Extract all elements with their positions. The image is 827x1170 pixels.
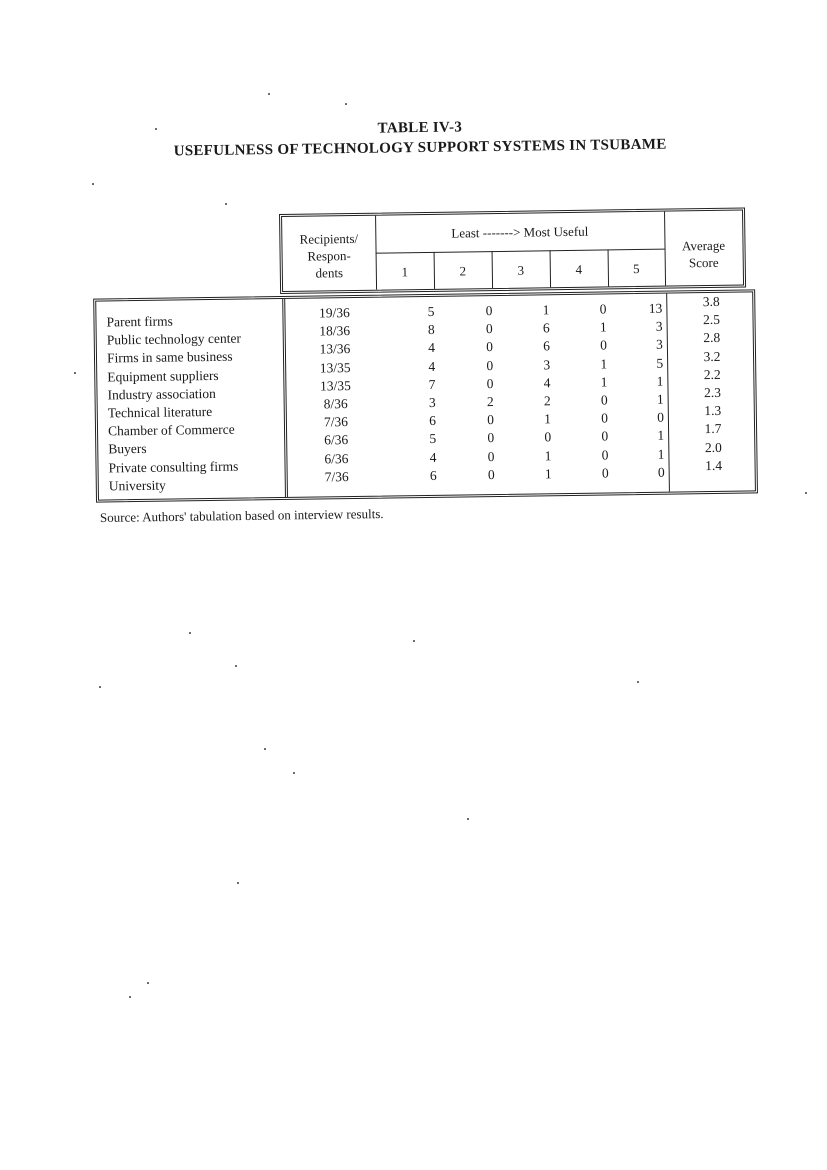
row-label: Private consulting firms (108, 458, 239, 475)
row-label: Chamber of Commerce (107, 421, 235, 439)
score-4-column: 0 1 0 1 1 0 0 0 0 0 (599, 301, 609, 481)
table-number: TABLE IV-3 (377, 119, 463, 137)
score-2-column: 0 0 0 0 0 2 0 0 0 0 (485, 303, 495, 482)
row-labels (106, 312, 243, 496)
source-note: Source: Authors' tabulation based on interview results. (99, 506, 384, 525)
average-score-column: 3.8 2.5 2.8 3.2 2.2 2.3 1.3 1.7 2.0 1.4 (702, 293, 723, 473)
row-label: Equipment suppliers (107, 367, 219, 385)
score-1-column: 5 8 4 4 7 3 6 5 4 6 (427, 303, 437, 483)
scale-col-4: 4 (575, 261, 583, 277)
recipients-header: Recipients/ Respon- dents (299, 230, 359, 281)
row-label: Public technology center (106, 330, 242, 348)
row-label: Buyers (108, 441, 147, 457)
table-title: USEFULNESS OF TECHNOLOGY SUPPORT SYSTEMS IN TSUBAME (173, 136, 667, 160)
table-title-block (130, 114, 711, 162)
row-label: University (108, 477, 166, 494)
scale-col-2: 2 (459, 263, 467, 279)
row-label: Firms in same business (106, 349, 233, 366)
scale-col-5: 5 (632, 260, 640, 277)
table-header (279, 208, 746, 294)
table-body (93, 289, 758, 502)
row-label: Industry association (107, 385, 216, 403)
row-label: Parent firms (106, 313, 173, 330)
ratio-column: 19/36 18/36 13/36 13/35 13/35 8/36 7/36 6/36 6/36 7/36 (318, 305, 351, 485)
data-table (92, 207, 758, 502)
score-3-column: 1 6 6 3 4 2 1 0 1 1 (542, 302, 552, 482)
score-5-column: 13 3 3 5 1 1 0 1 1 0 (648, 300, 665, 480)
average-score-header: Average Score (681, 237, 726, 271)
scale-header: Least -------> Most Useful (451, 223, 589, 241)
scale-col-1: 1 (401, 264, 409, 280)
row-label: Technical literature (107, 403, 213, 421)
scale-col-3: 3 (517, 262, 525, 278)
